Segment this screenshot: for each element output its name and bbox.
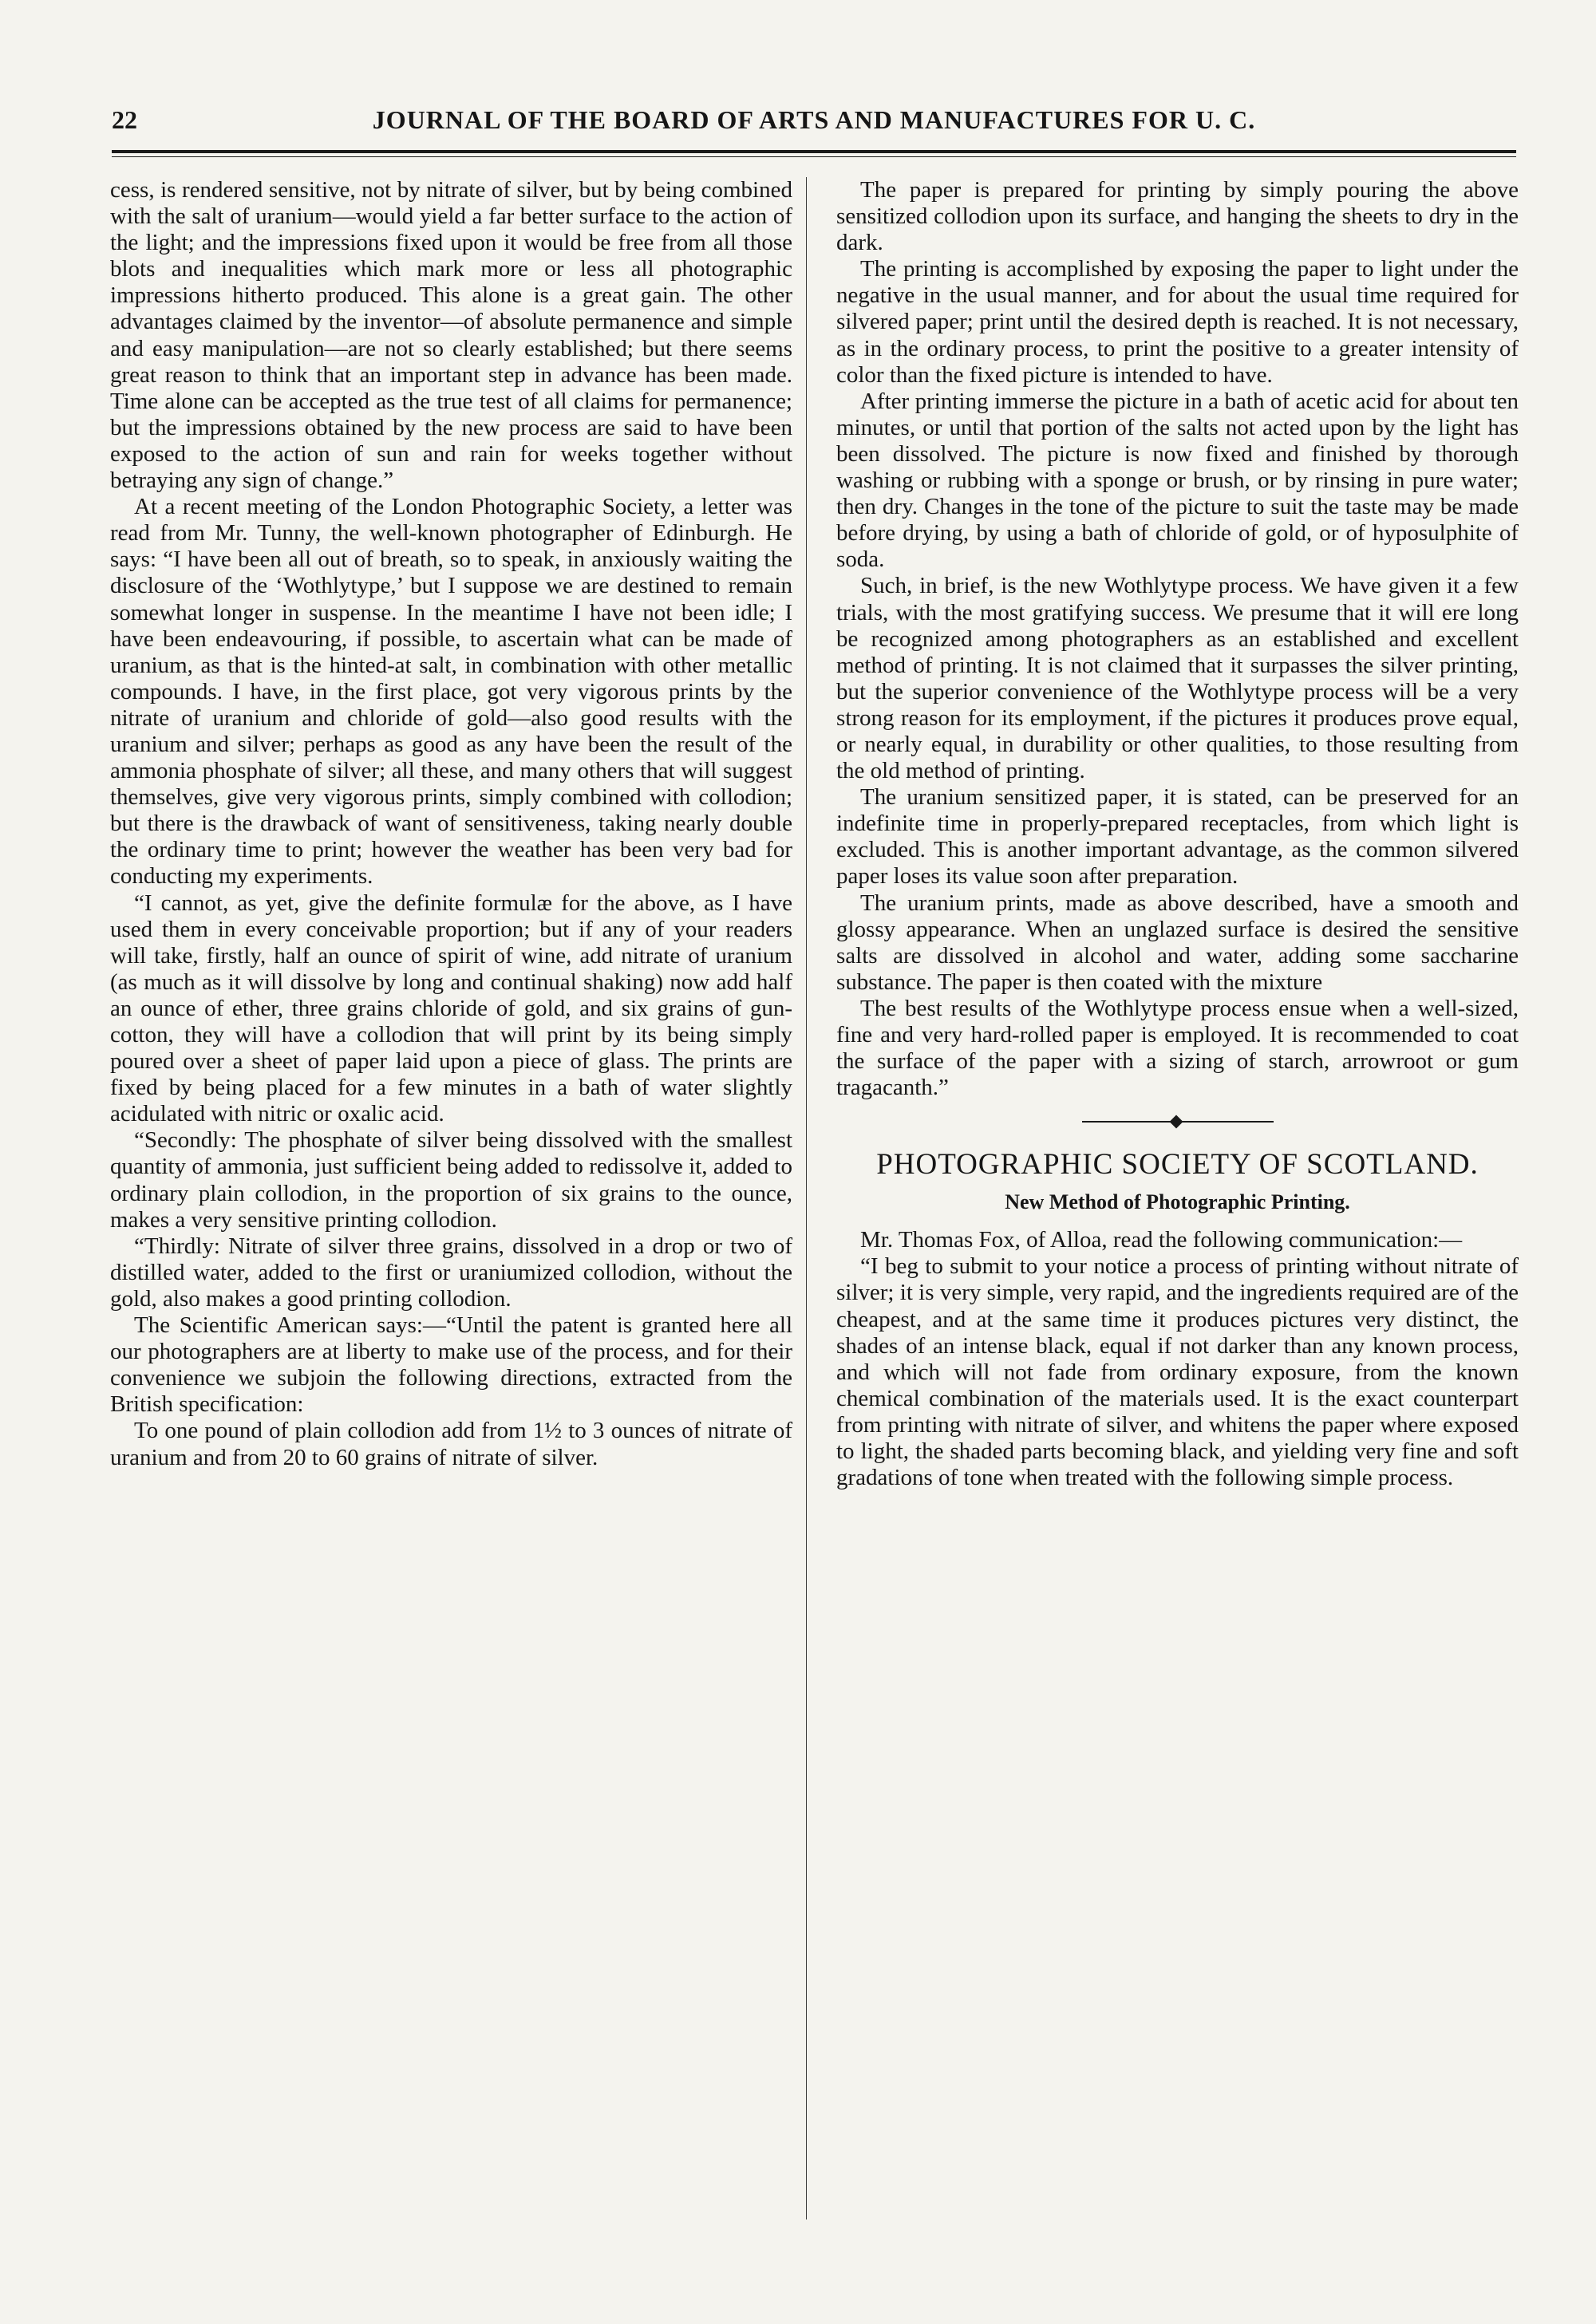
header-rule-thin (112, 156, 1516, 157)
section-ornament (1082, 1117, 1274, 1126)
paragraph: cess, is rendered sensitive, not by nitrate of silver, but by being combined with the salt of uranium—would yield a far better surface to the action of the light; and the impressions fixed upon it would be free from all those blots and inequalities which mark more or less all photographic impressions hitherto produced. This alone is a great gain. The other advantages claimed by the inventor—of absolute permanence and simple and easy manipulation—are not so clearly established; but there seems great reason to think that an important step in advance has been made. Time alone can be accepted as the true test of all claims for permanence; but the impressions obtained by the new process are said to have been exposed to the action of sun and rain for weeks together without betraying any sign of change.” (110, 177, 792, 494)
header-rule-thick (112, 150, 1516, 153)
paragraph: The uranium sensitized paper, it is stated, can be preserved for an indefinite time in properly-prepared receptacles, from which light is excluded. This is another important advantage, as the common silvered paper loses its value soon after preparation. (836, 784, 1519, 890)
page-number: 22 (112, 105, 137, 134)
paragraph: “I cannot, as yet, give the definite formulæ for the above, as I have used them in every conceivable proportion; but if any of your readers will take, firstly, half an ounce of spirit of wine, add nitrate of uranium (as much as it will dissolve by long and continual shaking) now add half an ounce of ether, three grains chloride of gold, and six grains of gun-cotton, they will have a collodion that will print by its being simply poured over a sheet of paper laid upon a piece of glass. The prints are fixed by being placed for a few minutes in a bath of water slightly acidulated with nitric or oxalic acid. (110, 890, 792, 1127)
paragraph: To one pound of plain collodion add from 1½ to 3 ounces of nitrate of uranium and from 20 to 60 grains of nitrate of silver. (110, 1418, 792, 1470)
paragraph: At a recent meeting of the London Photographic Society, a letter was read from Mr. Tunny, the well-known photographer of Edinburgh. He says: “I have been all out of breath, so to speak, in anxiously waiting the disclosure of the ‘Wothlytype,’ but I suppose we are destined to remain somewhat longer in suspense. In the meantime I have not been idle; I have been endeavouring, if possible, to ascertain what can be made of uranium, as that is the hinted-at salt, in combination with other metallic compounds. I have, in the first place, got very vigorous prints by the nitrate of uranium and chloride of gold—also good results with the uranium and silver; perhaps as good as any have been the result of the ammonia phosphate of silver; all these, and many others that will suggest themselves, give very vigorous prints, simply combined with collodion; but there is the drawback of want of sensitiveness, taking nearly double the ordinary time to print; however the weather has been very bad for conducting my experiments. (110, 494, 792, 890)
right-column (836, 177, 1519, 1491)
paragraph: The printing is accomplished by exposing the paper to light under the negative in the usual manner, and for about the usual time required for silvered paper; print until the desired depth is reached. It is not necessary, as in the ordinary process, to print the positive to a greater intensity of color than the fixed picture is intended to have. (836, 256, 1519, 388)
journal-title: JOURNAL OF THE BOARD OF ARTS AND MANUFACTURES FOR U. C. (372, 105, 1256, 134)
paragraph: Mr. Thomas Fox, of Alloa, read the following communication:— (860, 1227, 1463, 1253)
page-header (112, 99, 1516, 147)
paragraph: “I beg to submit to your notice a process of printing without nitrate of silver; it is very simple, very rapid, and the ingredients required are of the cheapest, and at the same time it produces pictures very distinct, the shades of an intense black, equal if not darker than any known process, and which will not fade from ordinary exposure, from the known chemical combination of the materials used. It is the exact counterpart from printing with nitrate of silver, and whitens the paper where exposed to light, the shaded parts becoming black, and yielding very fine and soft gradations of tone when treated with the following simple process. (836, 1253, 1519, 1491)
paragraph: The paper is prepared for printing by simply pouring the above sensitized collodion upon its surface, and hanging the sheets to dry in the dark. (836, 177, 1519, 256)
paragraph: “Thirdly: Nitrate of silver three grains, dissolved in a drop or two of distilled water, added to the first or uraniumized collodion, without the gold, also makes a good printing collodion. (110, 1233, 792, 1312)
column-divider (806, 177, 807, 2219)
paragraph: “Secondly: The phosphate of silver being dissolved with the smallest quantity of ammonia, just sufficient being added to redissolve it, added to ordinary plain collodion, in the proportion of six grains to the ounce, makes a very sensitive printing collodion. (110, 1127, 792, 1233)
paragraph: After printing immerse the picture in a bath of acetic acid for about ten minutes, or until that portion of the salts not acted upon by the light has been dissolved. The picture is now fixed and finished by thorough washing or rubbing with a sponge or brush, or by rinsing in pure water; then dry. Changes in the tone of the picture to suit the taste may be made before drying, by using a bath of chloride of gold, or of hyposulphite of soda. (836, 388, 1519, 573)
section-title: PHOTOGRAPHIC SOCIETY OF SCOTLAND. (876, 1148, 1479, 1182)
left-column (110, 177, 792, 1471)
paragraph: The Scientific American says:—“Until the patent is granted here all our photographers are at liberty to make use of the process, and for their convenience we subjoin the following directions, extracted from the British specification: (110, 1312, 792, 1418)
paragraph: The uranium prints, made as above described, have a smooth and glossy appearance. When an unglazed surface is desired the sensitive salts are dissolved in alcohol and water, adding some saccharine substance. The paper is then coated with the mixture (836, 890, 1519, 995)
paragraph: Such, in brief, is the new Wothlytype process. We have given it a few trials, with the most gratifying success. We presume that it will ere long be recognized among photographers as an established and excellent method of printing. It is not claimed that it surpasses the silver printing, but the superior convenience of the Wothlytype process will be a very strong reason for its employment, if the pictures it produces prove equal, or nearly equal, in durability or other qualities, to those resulting from the old method of printing. (836, 573, 1519, 784)
section-subtitle: New Method of Photographic Printing. (1005, 1190, 1350, 1214)
paragraph: The best results of the Wothlytype process ensue when a well-sized, fine and very hard-rolled paper is employed. It is recommended to coat the surface of the paper with a sizing of starch, arrowroot or gum tragacanth.” (836, 995, 1519, 1101)
ornament-diamond-icon (1169, 1115, 1183, 1129)
